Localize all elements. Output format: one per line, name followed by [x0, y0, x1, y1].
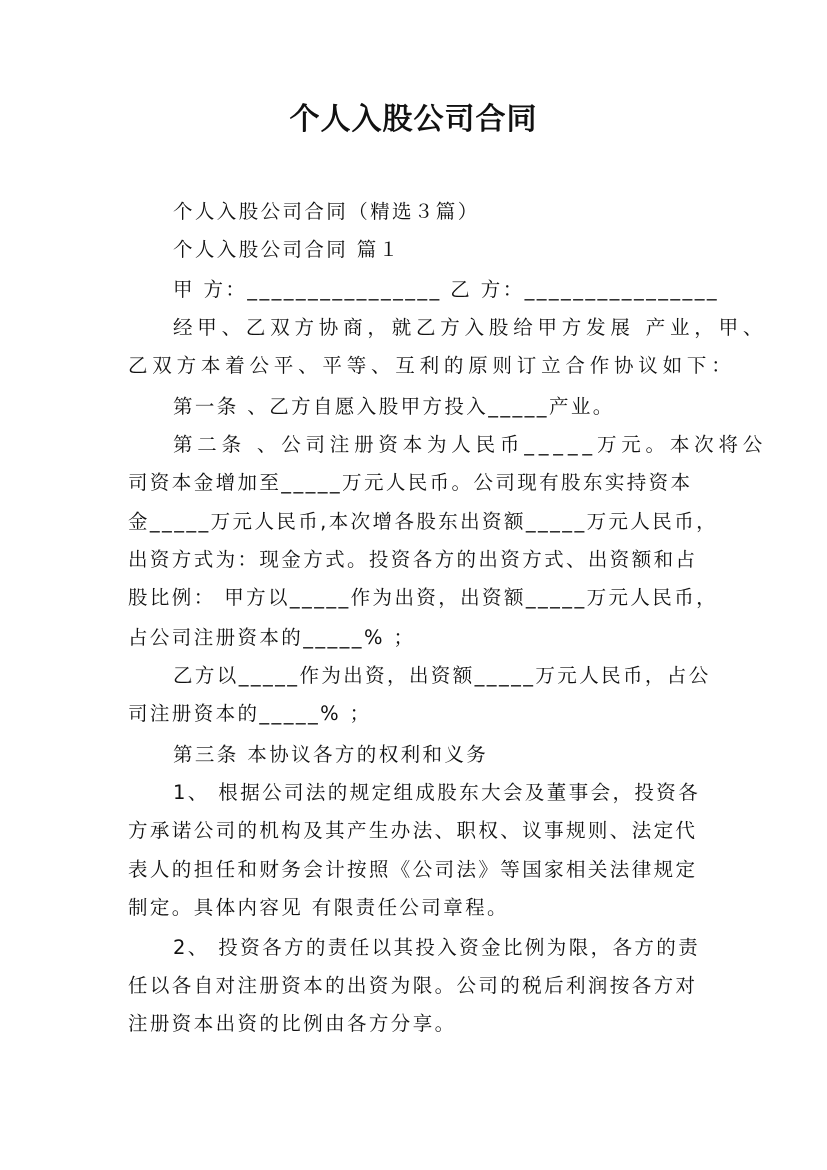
subtitle-line: 个人入股公司合同（精选３篇） — [173, 200, 480, 223]
parties-line: 甲 方：________________ 乙 方：________________ — [173, 278, 719, 301]
paragraph-line: 出资方式为：现金方式。投资各方的出资方式、出资额和占 — [128, 548, 698, 571]
paragraph-line: 方承诺公司的机构及其产生办法、职权、议事规则、法定代 — [128, 819, 698, 842]
paragraph-line: 乙双方本着公平、平等、互利的原则订立合作协议如下： — [128, 354, 736, 377]
paragraph-line: 任以各自对注册资本的出资为限。公司的税后利润按各方对 — [128, 974, 698, 997]
paragraph-line: 金_____万元人民币,本次增各股东出资额_____万元人民币， — [128, 510, 718, 533]
article-three: 第三条 本协议各方的权利和义务 — [173, 743, 489, 766]
paragraph-line: 注册资本出资的比例由各方分享。 — [128, 1012, 457, 1035]
paragraph-line: 司资本金增加至_____万元人民币。公司现有股东实持资本 — [128, 471, 693, 494]
document-title: 个人入股公司合同 — [289, 102, 538, 137]
article-two: 第二条 、公司注册资本为人民币_____万元。本次将公 — [173, 433, 768, 456]
paragraph-line: 乙方以_____作为出资，出资额_____万元人民币，占公 — [173, 664, 711, 687]
section-heading: 个人入股公司合同 篇１ — [173, 238, 401, 261]
paragraph-line: 制定。具体内容见 有限责任公司章程。 — [128, 896, 509, 919]
paragraph-line: 占公司注册资本的_____% ； — [128, 626, 416, 649]
article-one: 第一条 、乙方自愿入股甲方投入_____产业。 — [173, 395, 615, 418]
paragraph-line: 股比例： 甲方以_____作为出资，出资额_____万元人民币， — [128, 586, 718, 609]
paragraph-line: 司注册资本的_____% ； — [128, 702, 372, 725]
paragraph-line: 经甲、乙双方协商，就乙方入股给甲方发展 产业，甲、 — [173, 316, 768, 339]
paragraph-line: 表人的担任和财务会计按照《公司法》等国家相关法律规定 — [128, 858, 698, 881]
clause-one: 1、 根据公司法的规定组成股东大会及董事会，投资各 — [173, 781, 701, 804]
clause-two: 2、 投资各方的责任以其投入资金比例为限，各方的责 — [173, 936, 701, 959]
